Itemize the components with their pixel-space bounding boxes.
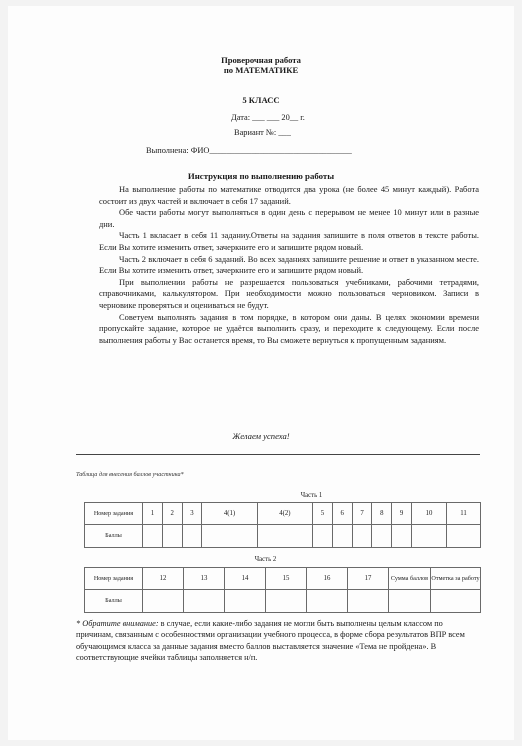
task-number-cell: 16 — [307, 567, 348, 589]
instructions-body — [99, 184, 479, 346]
task-number-cell: 15 — [266, 567, 307, 589]
instruction-paragraph: Обе части работы могут выполняться в один день с перерывом не менее 10 минут или в разные дни. — [99, 207, 479, 229]
points-cell[interactable] — [182, 524, 202, 547]
task-number-cell: 14 — [225, 567, 266, 589]
points-cell[interactable] — [313, 524, 333, 547]
task-number-cell: 6 — [332, 502, 352, 524]
document-page — [8, 6, 514, 740]
points-cell[interactable] — [411, 524, 446, 547]
part1-table — [84, 489, 481, 548]
variant-field: Вариант №: ___ — [234, 128, 291, 137]
task-number-cell: 3 — [182, 502, 202, 524]
attention-note — [76, 618, 480, 664]
points-cell[interactable] — [202, 524, 257, 547]
points-cell[interactable] — [348, 589, 389, 612]
task-number-cell: 17 — [348, 567, 389, 589]
points-cell[interactable] — [266, 589, 307, 612]
task-number-cell: 9 — [392, 502, 412, 524]
date-field: Дата: ___ ___ 20__ г. — [231, 113, 305, 122]
good-luck-text: Желаем успеха! — [232, 431, 290, 441]
points-cell[interactable] — [307, 589, 348, 612]
task-number-cell: 1 — [143, 502, 163, 524]
note-text: в случае, если какие-либо задания не могли быть выполнены целым классом по причинам, связанным с особенностями организации учебного процесса, в форме сбора результатов ВПР всем обучающимся класса за данные задания вместо баллов выставляется значение «Тема не пройдена». В соответствующие ячейки таблицы заполняется н/п. — [76, 619, 465, 663]
performed-by-field: Выполнена: ФИО__________________________________ — [146, 146, 352, 155]
points-cell[interactable] — [257, 524, 312, 547]
points-cell[interactable] — [392, 524, 412, 547]
title-line-1: Проверочная работа — [221, 55, 301, 65]
points-label: Баллы — [85, 589, 143, 612]
points-cell[interactable] — [352, 524, 372, 547]
instruction-paragraph: Часть 1 вкласает в себя 11 заданиу.Ответы на задания запишите в поля ответов в тексте работы. Если Вы хотите изменить ответ, зачеркните его и запишите рядом новый. — [99, 230, 479, 252]
points-cell[interactable] — [143, 524, 163, 547]
points-cell[interactable] — [225, 589, 266, 612]
sum-points-cell[interactable] — [389, 589, 431, 612]
points-cell[interactable] — [446, 524, 480, 547]
task-number-cell: 12 — [143, 567, 184, 589]
task-number-cell: 10 — [411, 502, 446, 524]
task-number-cell: 4(1) — [202, 502, 257, 524]
instruction-paragraph: Советуем выполнять задания в том порядке, в котором они даны. В целях экономии времени пропускайте задание, которое не удаётся выполнить сразу, и переходите к следующему. Если после выполнения работы у Вас останется время, то Вы сможете вернуться к пропущенным заданиям. — [99, 311, 479, 345]
points-cell[interactable] — [372, 524, 392, 547]
instructions-title: Инструкция по выполнению работы — [187, 171, 335, 181]
mark-cell[interactable] — [431, 589, 481, 612]
grade-label: 5 КЛАСС — [242, 95, 280, 105]
mark-label: Отметка за работу — [431, 567, 481, 589]
part1-title: Часть 1 — [300, 491, 323, 499]
task-number-label: Номер задания — [85, 502, 143, 524]
task-number-cell: 5 — [313, 502, 333, 524]
instruction-paragraph: Часть 2 включает в себя 6 заданий. Во всех заданиях запишите решение и ответ в указанном месте. Если Вы хотите изменить ответ, зачеркните его и запишите рядом новый. — [99, 253, 479, 276]
points-cell[interactable] — [143, 589, 184, 612]
task-number-cell: 13 — [184, 567, 225, 589]
task-number-cell: 2 — [162, 502, 182, 524]
table-caption: Таблица для внесения баллов участника* — [76, 471, 184, 478]
instruction-paragraph: На выполнение работы по математике отводится два урока (не более 45 минут каждый). Работа состоит из двух частей и включает в себя 17 заданий. — [99, 184, 479, 206]
part2-table — [84, 553, 481, 613]
points-cell[interactable] — [184, 589, 225, 612]
task-number-label: Номер задания — [85, 567, 143, 589]
task-number-cell: 8 — [372, 502, 392, 524]
divider-line — [76, 454, 480, 455]
task-number-cell: 11 — [446, 502, 480, 524]
note-lead: * Обратите внимание: — [76, 619, 159, 628]
points-label: Баллы — [85, 524, 143, 547]
sum-points-label: Сумма баллов — [389, 567, 431, 589]
task-number-cell: 7 — [352, 502, 372, 524]
points-cell[interactable] — [332, 524, 352, 547]
points-cell[interactable] — [162, 524, 182, 547]
instruction-paragraph: При выполнении работы не разрешается пользоваться учебниками, рабочими тетрадями, справочниками, калькулятором. При необходимости можно пользоваться черновиком. Записи в черновике проверяться и оцениваться не будут. — [99, 276, 479, 310]
title-line-2: по МАТЕМАТИКЕ — [223, 65, 299, 75]
part2-title: Часть 2 — [254, 556, 277, 564]
task-number-cell: 4(2) — [257, 502, 312, 524]
